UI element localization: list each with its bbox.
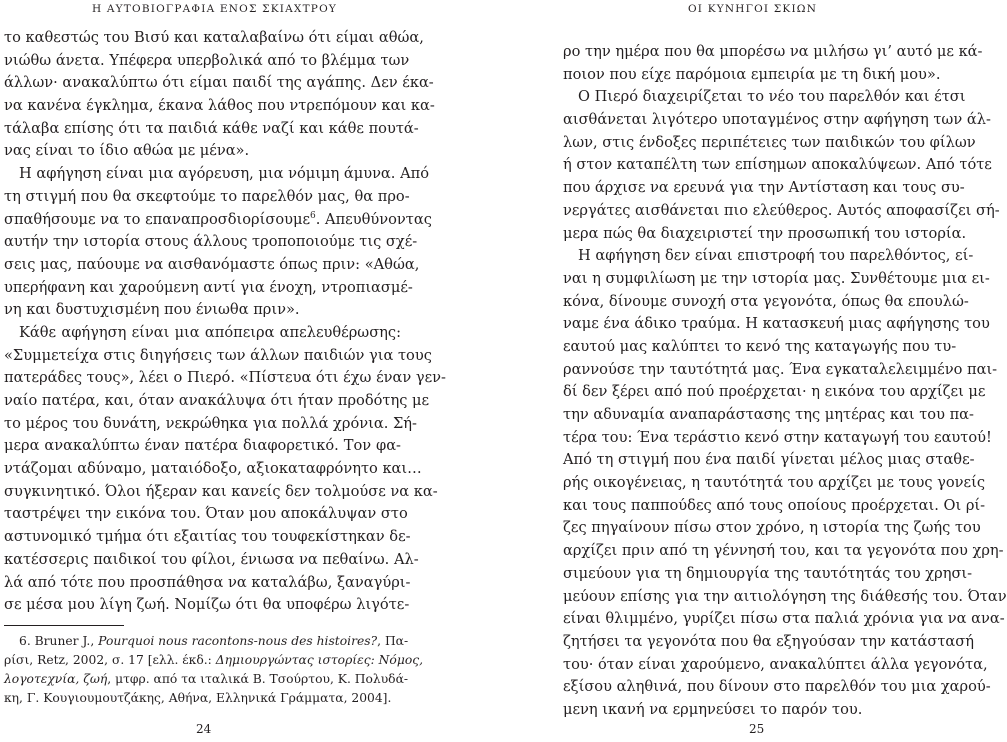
text-line: υπερήφανη και χαρούμενη αντί για ένοχη, ντροπιασμέ- xyxy=(4,278,413,296)
text-line: Ο Πιερό διαχειρίζεται το νέο του παρελθόν και έτσι xyxy=(578,88,966,106)
text-line: Η αφήγηση είναι μια αγόρευση, μια νόμιμη άμυνα. Από xyxy=(19,165,429,183)
text-line: κόνα, δίνουμε συνοχή στα γεγονότα, όπως θα επουλώ- xyxy=(563,292,969,310)
text-line: αισθάνεται λιγότερο υποταγμένος στην αφήγηση των άλ- xyxy=(563,111,991,129)
text-line: τη στιγμή που θα σκεφτούμε το παρελθόν μας, θα προ- xyxy=(4,187,410,205)
text-line: λά από τότε που προσπάθησα να καταλάβω, ξαναγύρι- xyxy=(4,573,411,591)
right-body-text xyxy=(563,41,1007,722)
text-line: άλλων· ανακαλύπτω ότι είμαι παιδί της αγάπης. Δεν έκα- xyxy=(4,74,434,92)
text-line: να κανένα έγκλημα, έκανα λάθος που ντρεπόμουν και κα- xyxy=(4,97,435,115)
text-line: τέρα του: Ένα τεράστιο κενό στην καταγωγή του εαυτού! xyxy=(563,428,992,446)
text-line: ζες πηγαίνουν πίσω στον χρόνο, η ιστορία της ζωής του xyxy=(563,519,981,537)
text-segment: , μτφρ. από τα ιταλικά Β. Τσούρτου, Κ. Πολυδά- xyxy=(107,672,409,686)
running-head-left: Η ΑΥΤΟΒΙΟΓΡΑΦΙΑ ΕΝΟΣ ΣΚΙΑΧΤΡΟΥ xyxy=(92,3,338,15)
text-line: νιώθω άνετα. Υπέφερα υπερβολικά από το βλέμμα των xyxy=(4,51,410,69)
text-segment: , Πα- xyxy=(377,634,409,648)
text-line: τάλαβα επίσης ότι τα παιδιά κάθε ναζί και κάθε πουτά- xyxy=(4,119,419,137)
footnote-rule xyxy=(4,625,124,626)
text-line: το καθεστώς του Βισύ και καταλαβαίνω ότι είμαι αθώα, xyxy=(4,29,424,46)
text-line: ναμε ένα άδικο τραύμα. Η κατασκευή μιας αφήγησης του xyxy=(563,315,990,333)
text-line: κατέσσερις παιδικοί του φίλοι, ένιωσα να πεθαίνω. Αλ- xyxy=(4,550,419,568)
page-number-left: 24 xyxy=(196,722,212,736)
text-line: που άρχισε να ερευνά για την Αντίσταση και τους συ- xyxy=(563,179,965,197)
text-line: ρής οικογένειας, η ταυτότητά του αρχίζει με τους γονείς xyxy=(563,474,985,492)
text-line: «Συμμετείχα στις διηγήσεις των άλλων παιδιών για τους xyxy=(4,346,432,364)
text-line: αρχίζει πριν από τη γέννησή του, και τα γεγονότα που χρη- xyxy=(563,542,1004,560)
text-line: Κάθε αφήγηση είναι μια απόπειρα απελευθέρωσης: xyxy=(19,323,401,341)
footnote-line: κη, Γ. Κουγιουμουτζάκης, Αθήνα, Ελληνικά Γράμματα, 2004]. xyxy=(4,691,392,705)
text-line: ρο την ημέρα που θα μπορέσω να μιλήσω γι’ αυτό με κά- xyxy=(563,43,983,60)
text-line: το μέρος του δυνάτη, νεκρώθηκα για πολλά χρόνια. Σή- xyxy=(4,414,417,432)
book-title: λογοτεχνία, ζωή xyxy=(4,672,108,686)
text-line: νη και δυστυχισμένη που ένιωθα πριν». xyxy=(4,301,300,319)
text-segment: ρίσι, Retz, 2002, σ. 17 [ελλ. έκδ.: xyxy=(4,653,216,667)
footnote-line xyxy=(4,670,409,689)
text-line: εξίσου αληθινά, που δίνουν στο παρελθόν του μια χαρού- xyxy=(563,678,991,696)
book-title: Δημιουργώντας ιστορίες: Νόμος, xyxy=(215,653,424,667)
text-line: δί δεν ξέρει από πού προέρχεται· η εικόνα του αρχίζει με xyxy=(563,383,986,401)
text-line: νεργάτες αισθάνεται πιο ελεύθερος. Αυτός αποφασίζει σή- xyxy=(563,201,1000,219)
text-line: ραννούσε την ταυτότητά μας. Ένα εγκαταλελειμμένο παι- xyxy=(563,360,998,378)
text-line: Από τη στιγμή που ένα παιδί γίνεται μέλος μιας σταθε- xyxy=(563,451,975,469)
text-line: και τους παππούδες από τους οποίους προέρχεται. Οι ρί- xyxy=(563,496,986,514)
text-line: σε μέσα μου λίγη ζωή. Νομίζω ότι θα υποφέρω λιγότε- xyxy=(4,596,410,614)
text-line: του· όταν είναι χαρούμενο, ανακαλύπτει άλλα γεγονότα, xyxy=(563,655,988,673)
text-line: ζητήσει τα γεγονότα που θα εξηγούσαν την κατάστασή xyxy=(563,632,974,650)
text-line: μεύουν επίσης για την αιτιολόγηση της διάθεσής του. Όταν xyxy=(563,587,1007,605)
page-number-right: 25 xyxy=(749,722,765,736)
text-line: ταστρέψει την εικόνα του. Όταν μου αποκάλυψαν στο xyxy=(4,505,408,523)
text-line: αυτήν την ιστορία στους άλλους τροποποιούμε τις σχέ- xyxy=(4,233,418,251)
text-line: μερα πώς θα διαχειριστεί την προσωπική του ιστορία. xyxy=(563,224,967,242)
footnote-line xyxy=(4,651,424,670)
running-head-right: ΟΙ ΚΥΝΗΓΟΙ ΣΚΙΩΝ xyxy=(688,3,818,15)
text-line: πατεράδες τους», λέει ο Πιερό. «Πίστευα ότι έχω έναν γεν- xyxy=(4,369,446,387)
text-line: Η αφήγηση δεν είναι επιστροφή του παρελθόντος, εί- xyxy=(578,247,974,265)
text-line: ναι η συμφιλίωση με την ιστορία μας. Συνθέτουμε μια ει- xyxy=(563,269,990,287)
text-line: μενη ικανή να ερμηνεύσει το παρόν του. xyxy=(563,700,863,718)
footnote-line xyxy=(4,632,409,651)
text-segment: . Απευθύνοντας xyxy=(315,210,432,228)
left-body-text xyxy=(4,27,446,617)
text-line: ναίο πατέρα, και, όταν ανακάλυψα ότι ήταν προδότης με xyxy=(4,392,430,409)
text-line: λων, στις ένδοξες περιπέτειες των παιδικών του φίλων xyxy=(563,133,976,151)
text-line: συγκινητικό. Όλοι ήξεραν και κανείς δεν τολμούσε να κα- xyxy=(4,482,438,500)
footnote xyxy=(4,632,424,708)
text-segment: 6. Bruner J., xyxy=(19,634,99,648)
text-line: ή στον καταπέλτη των επίσημων αποκαλύψεων. Από τότε xyxy=(563,156,992,174)
text-line: σιμεύουν για τη δημιουργία της ταυτότητάς του χρησι- xyxy=(563,564,973,582)
text-line: μερα ανακαλύπτω έναν πατέρα διαφορετικό. Τον φα- xyxy=(4,437,401,455)
text-segment: σπαθήσουμε να το επαναπροσδιορίσουμε xyxy=(4,210,311,228)
text-line xyxy=(4,209,432,232)
book-title: Pourquoi nous racontons-nous des histoires? xyxy=(98,634,378,648)
footnote-reference[interactable]: 6 xyxy=(310,210,316,221)
left-page xyxy=(0,0,480,742)
text-line: σεις μας, παύουμε να αισθανόμαστε όπως πριν: «Αθώα, xyxy=(4,255,420,273)
text-line: ντάζομαι αδύναμο, ματαιόδοξο, αξιοκαταφρόνητο και… xyxy=(4,460,422,478)
text-line: νας είναι το ίδιο αθώα με μένα». xyxy=(4,142,250,160)
right-page xyxy=(480,0,1007,742)
text-line: ποιον που είχε παρόμοια εμπειρία με τη δική μου». xyxy=(563,65,941,83)
text-line: την αδυναμία αναπαράστασης της μητέρας και του πα- xyxy=(563,406,974,423)
text-line: εαυτού μας καλύπτει το κενό της καταγωγής που τυ- xyxy=(563,337,957,355)
text-line: αστυνομικό τμήμα ότι εξαιτίας του τουφεκίστηκαν δε- xyxy=(4,528,411,546)
text-line: είναι θλιμμένο, γυρίζει πίσω στα παλιά χρόνια για να ανα- xyxy=(563,610,1005,628)
